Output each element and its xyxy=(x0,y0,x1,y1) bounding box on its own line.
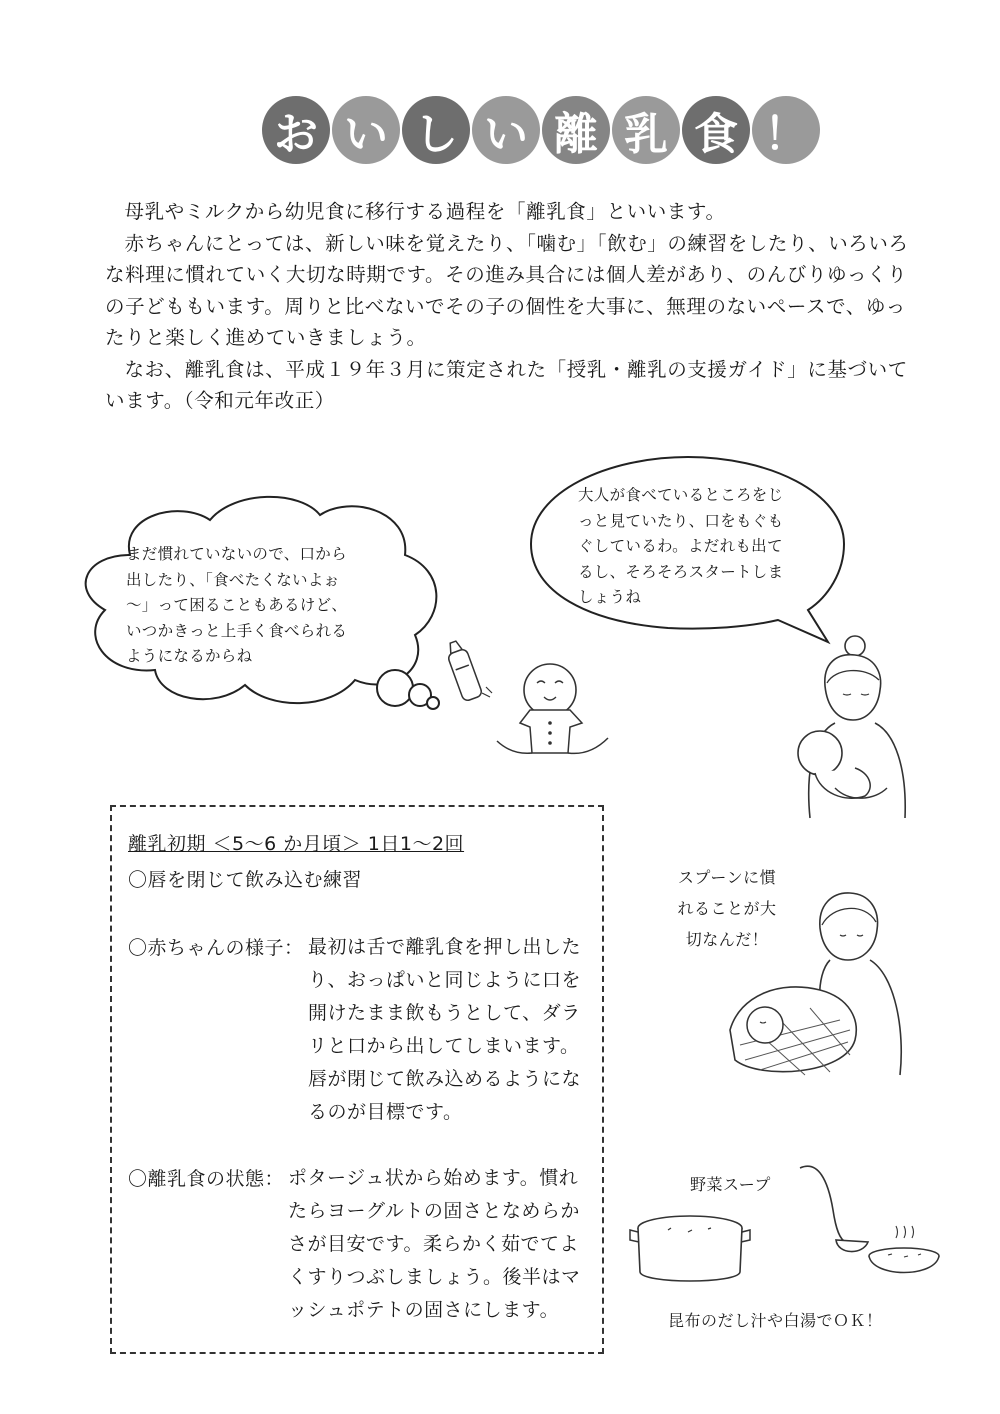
spoon-caption: スプーンに慣れることが大切なんだ！ xyxy=(677,868,777,949)
mother-holding-baby-illustration xyxy=(775,628,925,823)
stock-caption: 昆布のだし汁や白湯でＯＫ！ xyxy=(668,1311,883,1330)
food-state-label: 〇離乳食の状態： xyxy=(128,1168,285,1190)
speech-bubble-text: 大人が食べているところをじっと見ていたり、口をもぐもぐしているわ。よだれも出てるし、そろそろスタートしましょうね xyxy=(578,486,784,606)
title-char: 離 xyxy=(542,96,610,164)
intro-paragraph: なお、離乳食は、平成１９年３月に策定された「授乳・離乳の支援ガイド」に基づいています。（令和元年改正） xyxy=(105,357,908,412)
title-char: ！ xyxy=(752,96,820,164)
food-state-text: ポタージュ状から始めます。慣れたらヨーグルトの固さとなめらかさが目安です。柔らかく茹でてよくすりつぶしましょう。後半はマッシュポテトの固さにします。 xyxy=(288,1167,581,1321)
box-goal: 〇唇を閉じて飲み込む練習 xyxy=(128,869,363,891)
baby-bottle-illustration xyxy=(440,635,640,775)
title-char: 乳 xyxy=(612,96,680,164)
cloud-bubble-text: まだ慣れていないので、口から出したり、「食べたくないよぉ～」って困ることもあるけど、いつかきっと上手く食べられるようになるからね xyxy=(126,545,348,665)
baby-state-label: 〇赤ちゃんの様子： xyxy=(128,937,304,959)
intro-text xyxy=(105,196,915,417)
title-char: い xyxy=(332,96,400,164)
soup-pot-ladle-bowl-illustration xyxy=(628,1160,948,1295)
title-char: し xyxy=(402,96,470,164)
title-char: 食 xyxy=(682,96,750,164)
title-char: お xyxy=(262,96,330,164)
page-title xyxy=(262,96,820,166)
soup-label: 野菜スープ xyxy=(690,1175,771,1194)
mother-basket-illustration xyxy=(720,880,920,1085)
box-heading: 離乳初期 ＜5～6 か月頃＞ 1日1～2回 xyxy=(128,833,465,855)
title-char: い xyxy=(472,96,540,164)
intro-paragraph: 赤ちゃんにとっては、新しい味を覚えたり、「噛む」「飲む」の練習をしたり、いろいろな料理に慣れていく大切な時期です。その進み具合には個人差があり、のんびりゆっくりの子どももいます。周りと比べないでその子の個性を大事に、無理のないペースで、ゆったりと楽しく進めていきましょう。 xyxy=(105,231,909,349)
weaning-info-box xyxy=(110,805,604,1354)
baby-state-text: 最初は舌で離乳食を押し出したり、おっぱいと同じように口を開けたまま飲もうとして、ダラリと口から出してしまいます。唇が閉じて飲み込めるようになるのが目標です。 xyxy=(308,936,582,1123)
intro-paragraph: 母乳やミルクから幼児食に移行する過程を「離乳食」といいます。 xyxy=(124,200,726,223)
